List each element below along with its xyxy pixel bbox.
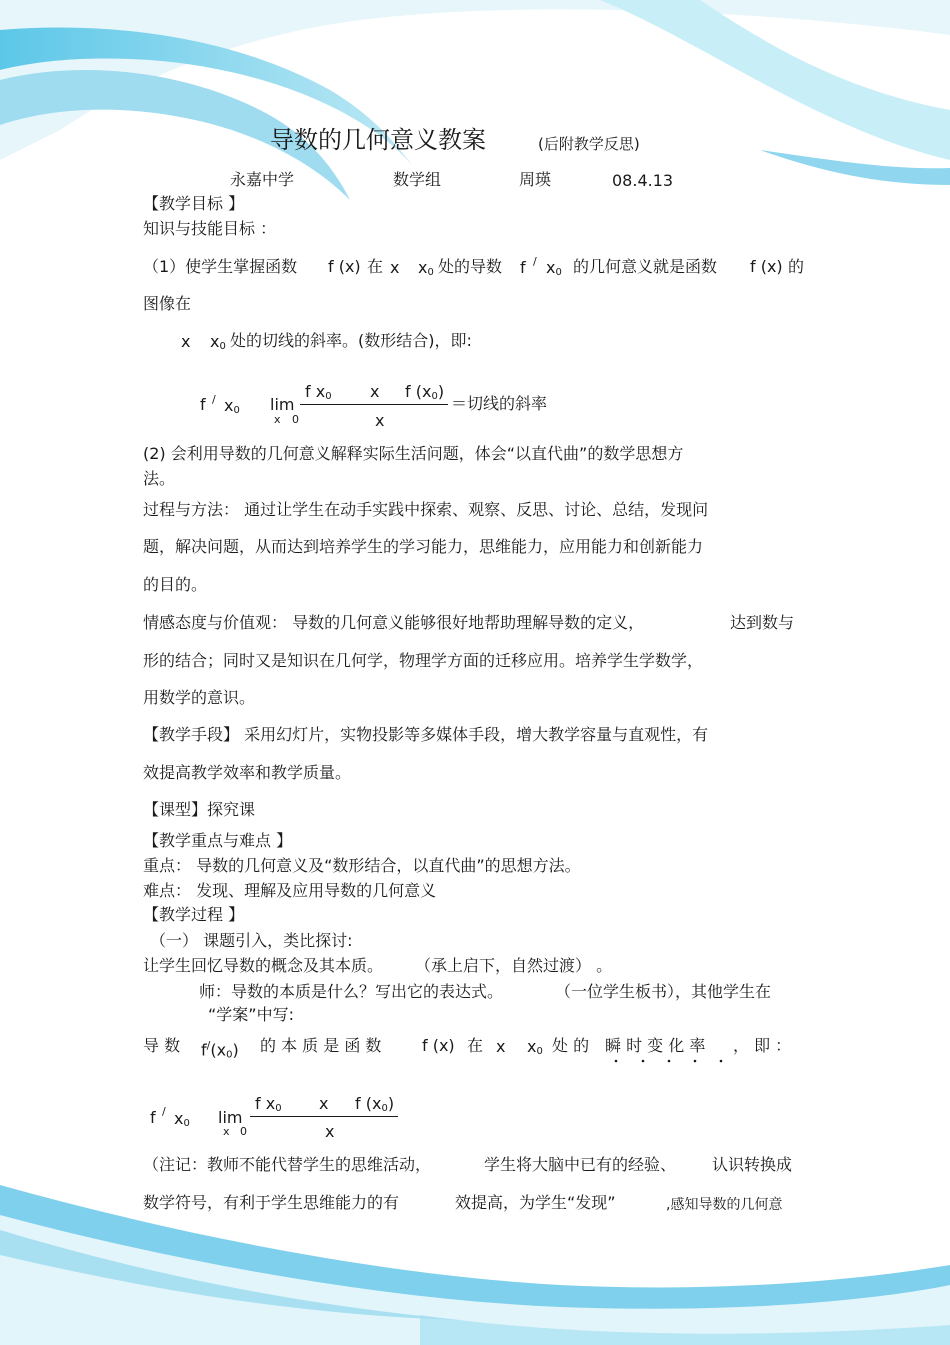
emotion-line-1a: 情感态度与价值观： 导数的几何意义能够很好地帮助理解导数的定义， [143,613,645,632]
formula-2-fraction-bar [250,1116,398,1117]
goal-1-text-d: 的 [788,257,805,276]
process-line-2: 题，解决问题，从而达到培养学生的学习能力，思维能力，应用能力和创新能力 [143,537,704,556]
formula-2-prime: / [162,1105,166,1118]
formula-1-denominator: x [375,411,385,430]
formula-2-lhs-f: f [150,1108,156,1127]
formula-1-rhs: ＝切线的斜率 [451,394,548,413]
formula-2-numerator-a: f x0 [255,1094,282,1114]
means-line-1: 【教学手段】 采用幻灯片，实物投影等多媒体手段，增大教学容量与直观性，有 [143,725,709,744]
formula-1-fraction-bar [300,404,448,405]
teacher-line-2: “学案”中写: [208,1005,294,1024]
goal-1-fprime: f [520,258,526,277]
goal-1-text-f: 处的切线的斜率。(数形结合)，即: [230,331,472,350]
byline-school: 永嘉中学 [230,170,295,189]
key-point: 重点： 导数的几何意义及“数形结合，以直代曲”的思想方法。 [143,856,581,875]
essence-f: ， 即 ： [733,1036,792,1055]
formula-1-lim-sub-0: 0 [292,413,299,426]
emotion-line-1b: 达到数与 [730,613,795,632]
formula-2-numerator-c: f (x0) [355,1094,395,1114]
recall-text-b: （承上启下，自然过渡） 。 [415,956,613,975]
essence-b: 的 本 质 是 函 数 [260,1036,382,1055]
note-line-2b: 效提高，为学生“发现” [455,1193,616,1212]
recall-text-a: 让学生回忆导数的概念及其本质。 [143,956,384,975]
step-1: （一） 课题引入，类比探讨: [150,931,353,950]
goal-1-fx2: f (x) [750,257,783,276]
formula-1-numerator-b: x [370,382,380,401]
formula-2-lim: lim [218,1108,243,1127]
formula-1-prime: / [212,393,216,406]
goal-1-text-c: 的几何意义就是函数 [573,257,718,276]
lesson-type: 【课型】探究课 [143,800,256,819]
formula-2-lim-sub-0: 0 [240,1125,247,1138]
goal-1-x: x [390,258,400,277]
knowledge-heading: 知识与技能目标 ： [143,219,277,238]
goal-1-x0: x0 [418,258,434,278]
note-line-1b: 学生将大脑中已有的经验、 [484,1155,677,1174]
title-note: (后附教学反思) [538,135,640,153]
formula-1-lim-sub-x: x [274,413,281,426]
formula-1-lim: lim [270,395,295,414]
note-line-1c: 认识转换成 [712,1155,793,1174]
goal-2-text-b: 法。 [143,469,176,488]
teacher-line-1a: 师：导数的本质是什么？写出它的表达式。 [199,982,504,1001]
formula-2-lhs-x0: x0 [174,1109,190,1129]
formula-1-numerator-a: f x0 [305,382,332,402]
goal-2-text: (2) 会利用导数的几何意义解释实际生活问题，体会“以直代曲”的数学思想方 [143,444,684,463]
formula-1-lhs-x0: x0 [224,396,240,416]
formula-2-lim-sub-x: x [223,1125,230,1138]
process-line-3: 的目的。 [143,575,208,594]
goal-1-text-b: 处的导数 [438,257,503,276]
section-heading-goals: 【教学目标 】 [143,194,245,213]
byline-author: 周瑛 [519,170,552,189]
essence-d: 处 的 [552,1036,590,1055]
essence-x0: x0 [527,1037,543,1057]
means-line-2: 效提高教学效率和教学质量。 [143,763,352,782]
goal-1-at: 在 [367,257,384,276]
goal-1-fx: f (x) [328,257,361,276]
note-line-2c: ,感知导数的几何意 [666,1197,783,1213]
key-heading: 【教学重点与难点 】 [143,831,293,850]
byline-group: 数学组 [393,170,442,189]
goal-1-f-x0: x0 [210,332,226,352]
essence-fprime: f/(x0) [201,1039,239,1061]
essence-a: 导 数 [143,1036,181,1055]
difficult-point: 难点： 发现、理解及应用导数的几何意义 [143,881,437,900]
byline-date: 08.4.13 [612,171,674,190]
essence-fx: f (x) [422,1036,455,1055]
essence-e-emphasis: 瞬 时 变 化 率 [605,1036,706,1055]
emphasis-dots [605,1058,735,1064]
formula-2-numerator-b: x [319,1094,329,1113]
note-line-1a: （注记：教师不能代替学生的思维活动， [143,1155,432,1174]
goal-1-x0b: x0 [546,258,562,278]
goal-1-f-x: x [181,332,191,351]
teacher-line-1b: （一位学生板书），其他学生在 [555,982,772,1001]
formula-2-denominator: x [325,1122,335,1141]
emotion-line-3: 用数学的意识。 [143,688,256,707]
essence-c: 在 [467,1036,484,1055]
goal-1-text-e: 图像在 [143,294,192,313]
essence-x: x [496,1037,506,1056]
goal-1-prime-mark: / [533,255,537,268]
process-line-1: 过程与方法： 通过让学生在动手实践中探索、观察、反思、讨论、总结，发现问 [143,500,709,519]
formula-1-numerator-c: f (x0) [405,382,445,402]
document-title: 导数的几何意义教案 [270,126,486,154]
note-line-2a: 数学符号，有利于学生思维能力的有 [143,1193,400,1212]
formula-1-lhs-f: f [200,395,206,414]
goal-1-text-a: （1）使学生掌握函数 [143,257,298,276]
emotion-line-2: 形的结合；同时又是知识在几何学，物理学方面的迁移应用。培养学生学数学， [143,651,704,670]
process-heading: 【教学过程 】 [143,905,245,924]
